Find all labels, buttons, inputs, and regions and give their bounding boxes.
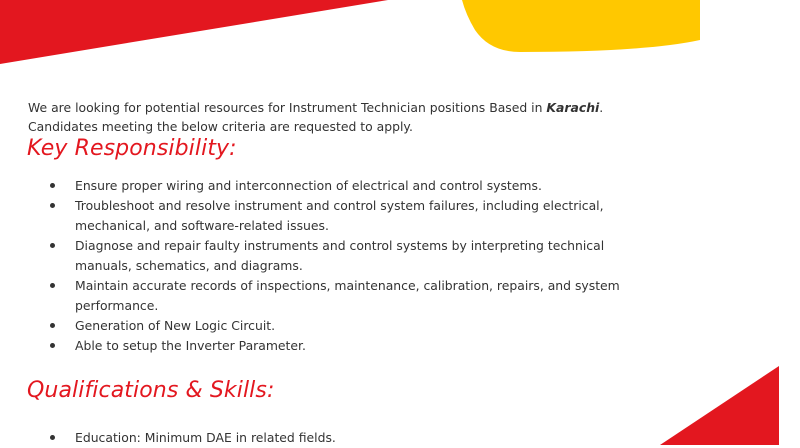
responsibility-list (48, 176, 628, 356)
list-item: Maintain accurate records of inspections, maintenance, calibration, repairs, and system performance. (48, 276, 628, 316)
top-right-yellow-shape (462, 0, 700, 52)
qualification-list (48, 428, 628, 448)
list-item: Able to setup the Inverter Parameter. (48, 336, 628, 356)
bullet-icon (50, 435, 55, 440)
list-item: Diagnose and repair faulty instruments and control systems by interpreting technical manuals, schematics, and diagrams. (48, 236, 628, 276)
bullet-icon (50, 203, 55, 208)
qualifications-heading: Qualifications & Skills: (27, 378, 275, 403)
key-responsibility-heading: Key Responsibility: (27, 136, 237, 161)
bullet-icon (50, 243, 55, 248)
list-item: Education: Minimum DAE in related fields. (48, 428, 628, 448)
intro-paragraph: We are looking for potential resources for Instrument Technician positions Based in Karachi. Candidates meeting the below criteria are requested to apply. (28, 100, 604, 135)
list-item: Troubleshoot and resolve instrument and control system failures, including electrical, mechanical, and software-related issues. (48, 196, 628, 236)
bullet-icon (50, 183, 55, 188)
bullet-icon (50, 283, 55, 288)
list-item: Ensure proper wiring and interconnection of electrical and control systems. (48, 176, 628, 196)
bullet-icon (50, 343, 55, 348)
top-left-red-band (0, 0, 388, 64)
bottom-right-red-triangle (660, 366, 779, 445)
intro-city: Karachi (546, 100, 600, 116)
list-item: Generation of New Logic Circuit. (48, 316, 628, 336)
bullet-icon (50, 323, 55, 328)
